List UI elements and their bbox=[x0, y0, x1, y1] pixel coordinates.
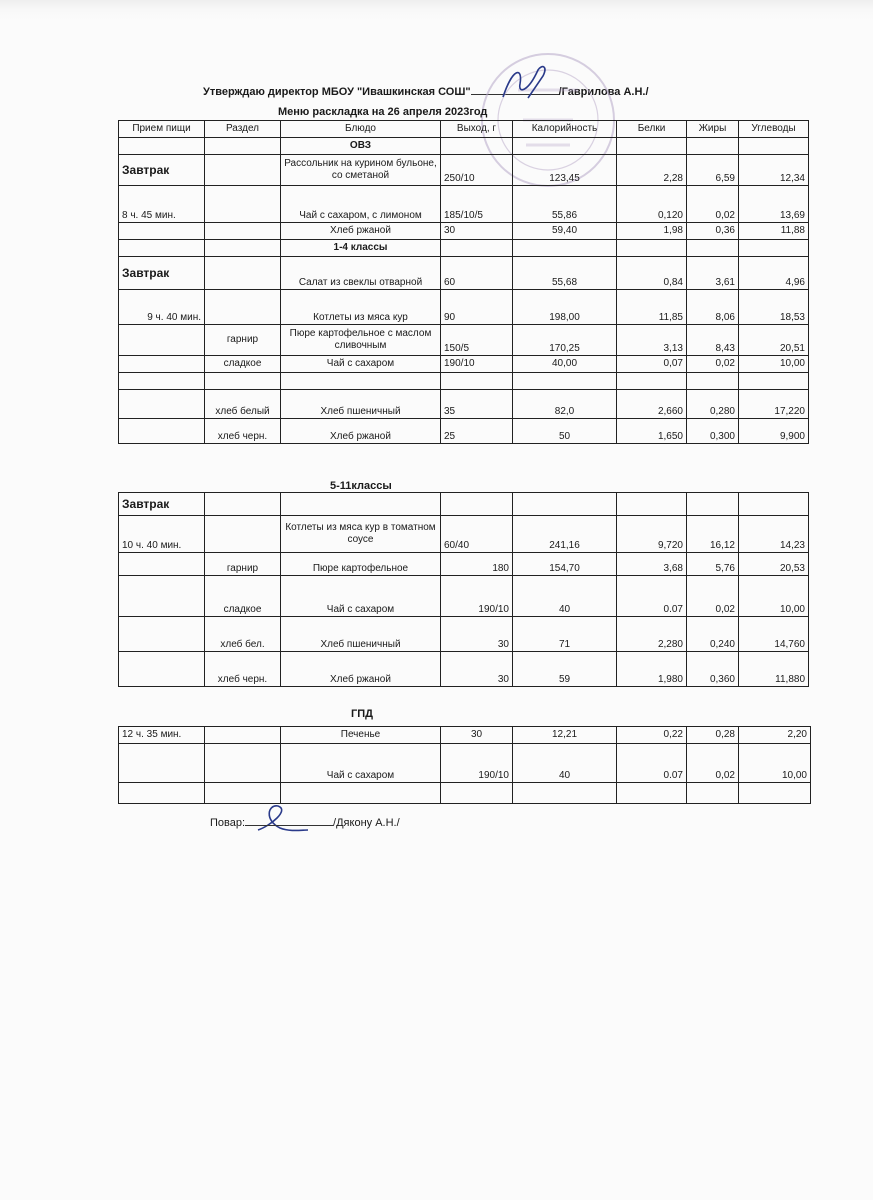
dish-output: 30 bbox=[441, 617, 513, 652]
dish-fat: 0,300 bbox=[687, 419, 739, 444]
table-row bbox=[119, 652, 809, 687]
dish-name: Пюре картофельное bbox=[281, 553, 441, 576]
col-header: Углеводы bbox=[739, 121, 809, 138]
dish-kcal: 123,45 bbox=[513, 155, 617, 186]
approval-prefix: Утверждаю директор МБОУ "Ивашкинская СОШ" bbox=[203, 86, 471, 98]
dish-fat: 0,02 bbox=[687, 186, 739, 223]
dish-carbs: 11,88 bbox=[739, 223, 809, 240]
dish-section: хлеб черн. bbox=[205, 652, 281, 687]
dish-protein: 1,650 bbox=[617, 419, 687, 444]
dish-carbs: 2,20 bbox=[739, 727, 811, 744]
dish-carbs: 10,00 bbox=[739, 744, 811, 783]
meal-time: 8 ч. 45 мин. bbox=[119, 186, 205, 223]
dish-protein: 1,980 bbox=[617, 652, 687, 687]
dish-output: 190/10 bbox=[441, 744, 513, 783]
approval-suffix: /Гаврилова А.Н./ bbox=[558, 86, 649, 98]
dish-carbs: 12,34 bbox=[739, 155, 809, 186]
dish-name: Чай с сахаром bbox=[281, 356, 441, 373]
dish-protein: 0,84 bbox=[617, 257, 687, 290]
meal-label: Завтрак bbox=[119, 493, 205, 516]
dish-kcal: 241,16 bbox=[513, 516, 617, 553]
dish-output: 90 bbox=[441, 290, 513, 325]
dish-name: Печенье bbox=[281, 727, 441, 744]
table-row bbox=[119, 257, 809, 290]
dish-name: Котлеты из мяса кур в томатном соусе bbox=[281, 516, 441, 553]
menu-table-gpd bbox=[118, 726, 811, 804]
dish-carbs: 14,23 bbox=[739, 516, 809, 553]
dish-fat: 8,43 bbox=[687, 325, 739, 356]
dish-carbs: 20,53 bbox=[739, 553, 809, 576]
section-row bbox=[119, 138, 809, 155]
dish-protein: 2,280 bbox=[617, 617, 687, 652]
dish-fat: 5,76 bbox=[687, 553, 739, 576]
dish-output: 30 bbox=[441, 223, 513, 240]
meal-time: 12 ч. 35 мин. bbox=[119, 727, 205, 744]
table-row bbox=[119, 186, 809, 223]
dish-output: 30 bbox=[441, 727, 513, 744]
dish-carbs: 20,51 bbox=[739, 325, 809, 356]
table-row bbox=[119, 155, 809, 186]
section-title-gpd: ГПД bbox=[351, 708, 373, 720]
dish-section: хлеб бел. bbox=[205, 617, 281, 652]
dish-output: 180 bbox=[441, 553, 513, 576]
cook-label: Повар: bbox=[210, 817, 246, 829]
dish-fat: 0,280 bbox=[687, 390, 739, 419]
dish-output: 35 bbox=[441, 390, 513, 419]
table-header-row bbox=[119, 121, 809, 138]
dish-name: Хлеб ржаной bbox=[281, 223, 441, 240]
menu-table-5-11 bbox=[118, 492, 809, 687]
col-header: Блюдо bbox=[281, 121, 441, 138]
table-row bbox=[119, 223, 809, 240]
dish-output: 60 bbox=[441, 257, 513, 290]
page-title: Меню раскладка на 26 апреля 2023год bbox=[278, 106, 488, 118]
dish-kcal: 82,0 bbox=[513, 390, 617, 419]
dish-kcal: 59 bbox=[513, 652, 617, 687]
col-header: Белки bbox=[617, 121, 687, 138]
dish-section: хлеб черн. bbox=[205, 419, 281, 444]
dish-protein: 9,720 bbox=[617, 516, 687, 553]
dish-fat: 0,28 bbox=[687, 727, 739, 744]
table-row bbox=[119, 727, 811, 744]
table-row bbox=[119, 553, 809, 576]
dish-carbs: 14,760 bbox=[739, 617, 809, 652]
dish-protein: 0.07 bbox=[617, 744, 687, 783]
dish-name: Пюре картофельное с маслом сливочным bbox=[281, 325, 441, 356]
col-header: Выход, г bbox=[441, 121, 513, 138]
dish-kcal: 55,68 bbox=[513, 257, 617, 290]
dish-name: Чай с сахаром bbox=[281, 576, 441, 617]
dish-name: Рассольник на курином бульоне, со сметаной bbox=[281, 155, 441, 186]
section-title-1-4: 1-4 классы bbox=[281, 240, 441, 257]
dish-name: Котлеты из мяса кур bbox=[281, 290, 441, 325]
dish-name: Хлеб ржаной bbox=[281, 652, 441, 687]
col-header: Калорийность bbox=[513, 121, 617, 138]
meal-time: 10 ч. 40 мин. bbox=[119, 516, 205, 553]
dish-fat: 0,02 bbox=[687, 576, 739, 617]
dish-output: 25 bbox=[441, 419, 513, 444]
menu-table-main bbox=[118, 120, 809, 444]
dish-output: 250/10 bbox=[441, 155, 513, 186]
dish-kcal: 40 bbox=[513, 576, 617, 617]
dish-carbs: 9,900 bbox=[739, 419, 809, 444]
dish-name: Хлеб пшеничный bbox=[281, 617, 441, 652]
dish-kcal: 12,21 bbox=[513, 727, 617, 744]
dish-protein: 2,28 bbox=[617, 155, 687, 186]
dish-protein: 0.07 bbox=[617, 576, 687, 617]
section-title-ovz: ОВЗ bbox=[281, 138, 441, 155]
dish-kcal: 40 bbox=[513, 744, 617, 783]
dish-fat: 0,36 bbox=[687, 223, 739, 240]
dish-kcal: 170,25 bbox=[513, 325, 617, 356]
dish-fat: 0,360 bbox=[687, 652, 739, 687]
dish-fat: 3,61 bbox=[687, 257, 739, 290]
dish-carbs: 18,53 bbox=[739, 290, 809, 325]
dish-section: хлеб белый bbox=[205, 390, 281, 419]
cook-signature-line bbox=[245, 815, 333, 826]
dish-name: Хлеб ржаной bbox=[281, 419, 441, 444]
dish-output: 185/10/5 bbox=[441, 186, 513, 223]
dish-fat: 0,240 bbox=[687, 617, 739, 652]
table-row bbox=[119, 290, 809, 325]
dish-carbs: 17,220 bbox=[739, 390, 809, 419]
table-row bbox=[119, 576, 809, 617]
dish-name: Хлеб пшеничный bbox=[281, 390, 441, 419]
dish-kcal: 59,40 bbox=[513, 223, 617, 240]
table-row bbox=[119, 493, 809, 516]
dish-name: Салат из свеклы отварной bbox=[281, 257, 441, 290]
table-row bbox=[119, 744, 811, 783]
dish-name: Чай с сахаром, с лимоном bbox=[281, 186, 441, 223]
dish-carbs: 4,96 bbox=[739, 257, 809, 290]
dish-output: 190/10 bbox=[441, 356, 513, 373]
empty-row bbox=[119, 783, 811, 804]
dish-fat: 0,02 bbox=[687, 356, 739, 373]
col-header: Раздел bbox=[205, 121, 281, 138]
dish-fat: 6,59 bbox=[687, 155, 739, 186]
dish-protein: 1,98 bbox=[617, 223, 687, 240]
table-row bbox=[119, 325, 809, 356]
dish-carbs: 10,00 bbox=[739, 576, 809, 617]
table-row bbox=[119, 356, 809, 373]
table-row bbox=[119, 516, 809, 553]
dish-carbs: 11,880 bbox=[739, 652, 809, 687]
dish-kcal: 50 bbox=[513, 419, 617, 444]
dish-section: сладкое bbox=[205, 356, 281, 373]
section-title-5-11: 5-11классы bbox=[330, 480, 392, 492]
dish-section: гарнир bbox=[205, 325, 281, 356]
dish-output: 60/40 bbox=[441, 516, 513, 553]
col-header: Жиры bbox=[687, 121, 739, 138]
table-row bbox=[119, 419, 809, 444]
dish-section: сладкое bbox=[205, 576, 281, 617]
section-row bbox=[119, 240, 809, 257]
dish-protein: 11,85 bbox=[617, 290, 687, 325]
dish-carbs: 13,69 bbox=[739, 186, 809, 223]
director-signature bbox=[498, 62, 558, 102]
dish-fat: 8,06 bbox=[687, 290, 739, 325]
table-row bbox=[119, 390, 809, 419]
dish-kcal: 154,70 bbox=[513, 553, 617, 576]
dish-output: 30 bbox=[441, 652, 513, 687]
dish-protein: 0,07 bbox=[617, 356, 687, 373]
dish-protein: 0,22 bbox=[617, 727, 687, 744]
dish-kcal: 55,86 bbox=[513, 186, 617, 223]
dish-output: 150/5 bbox=[441, 325, 513, 356]
dish-protein: 0,120 bbox=[617, 186, 687, 223]
dish-output: 190/10 bbox=[441, 576, 513, 617]
col-header: Прием пищи bbox=[119, 121, 205, 138]
dish-section: гарнир bbox=[205, 553, 281, 576]
table-row bbox=[119, 617, 809, 652]
dish-protein: 2,660 bbox=[617, 390, 687, 419]
dish-fat: 0,02 bbox=[687, 744, 739, 783]
meal-label: Завтрак bbox=[119, 155, 205, 186]
dish-name: Чай с сахаром bbox=[281, 744, 441, 783]
cook-line bbox=[210, 815, 400, 829]
dish-protein: 3,68 bbox=[617, 553, 687, 576]
dish-kcal: 71 bbox=[513, 617, 617, 652]
dish-kcal: 198,00 bbox=[513, 290, 617, 325]
dish-carbs: 10,00 bbox=[739, 356, 809, 373]
dish-protein: 3,13 bbox=[617, 325, 687, 356]
dish-fat: 16,12 bbox=[687, 516, 739, 553]
dish-kcal: 40,00 bbox=[513, 356, 617, 373]
meal-label: Завтрак bbox=[119, 257, 205, 290]
empty-row bbox=[119, 373, 809, 390]
meal-time: 9 ч. 40 мин. bbox=[119, 290, 205, 325]
cook-name: /Дякону А.Н./ bbox=[333, 817, 400, 829]
